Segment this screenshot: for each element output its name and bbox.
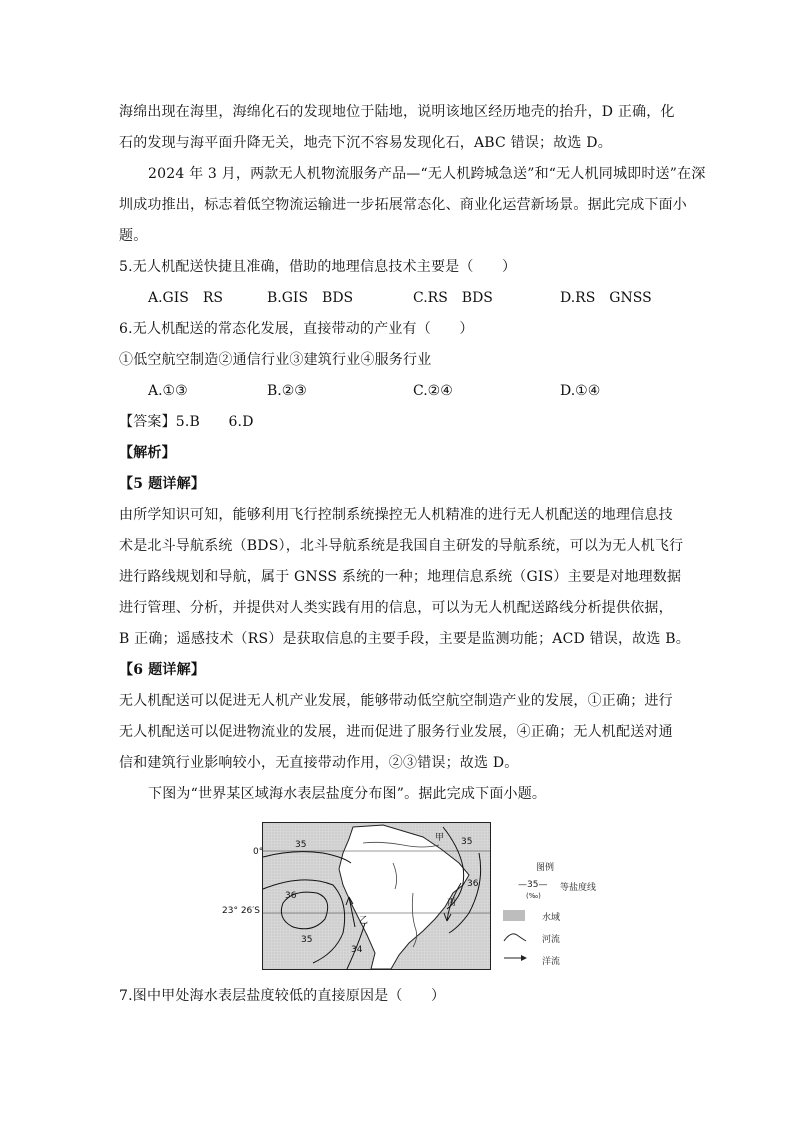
paragraph-line: 无人机配送可以促进无人机产业发展，能够带动低空航空制造产业的发展，①正确；进行 [119,693,673,709]
legend-title: 图例 [536,863,555,873]
isohaline-label: 35 [461,837,473,847]
isohaline-label: 34 [351,945,363,955]
paragraph-line: 由所学知识可知，能够利用飞行控制系统操控无人机精准的进行无人机配送的地理信息技 [119,507,673,523]
paragraph-line: 无人机配送可以促进物流业的发展，进而促进了服务行业发展，④正确；无人机配送对通 [119,724,673,740]
paragraph-line: 题。 [119,228,148,244]
question-6-items: ①低空航空制造②通信行业③建筑行业④服务行业 [119,352,432,368]
question-6-option-b: B.②③ [267,383,307,399]
isohaline-label: 36 [285,891,297,901]
legend-water-text: 水域 [542,913,561,923]
salinity-map [253,822,491,970]
answer-line: 【答案】5.B 6.D [119,414,254,430]
legend-current-icon [503,953,529,963]
analysis-heading: 【解析】 [119,445,176,461]
legend-current-text: 洋流 [542,957,561,967]
question-5-stem: 5.无人机配送快捷且准确，借助的地理信息技术主要是（ ） [119,259,517,275]
place-label-jia: 甲 [435,833,445,843]
paragraph-line: 进行路线规划和导航，属于 GNSS 系统的一种；地理信息系统（GIS）主要是对地理数据 [119,569,682,585]
legend-river-icon [503,929,527,943]
place-label-yi: 乙 [359,916,369,926]
question-6-option-d: D.①④ [560,383,601,399]
paragraph-line: 圳成功推出，标志着低空物流运输进一步拓展常态化、商业化运营新场景。据此完成下面小 [119,197,687,213]
latitude-label-equator: 0° [253,847,264,857]
paragraph-line: 2024 年 3 月，两款无人机物流服务产品—“无人机跨城急送”和“无人机同城即时送”在深 [148,166,706,182]
question-6-option-a: A.①③ [148,383,188,399]
isohaline-label: 35 [295,840,307,850]
paragraph-line: 石的发现与海平面升降无关，地壳下沉不容易发现化石，ABC 错误；故选 D。 [119,135,612,151]
question-5-option-a: A.GIS RS [148,290,223,306]
legend-isoline-unit: (‰) [526,892,541,900]
legend-river-text: 河流 [542,935,561,945]
paragraph-line: B 正确；遥感技术（RS）是获取信息的主要手段，主要是监测功能；ACD 错误，故选 B。 [119,631,690,647]
question-5-detail-heading: 【5 题详解】 [119,476,206,492]
isohaline-label: 36 [467,879,479,889]
question-6-stem: 6.无人机配送的常态化发展，直接带动的产业有（ ） [119,321,474,337]
question-7-stem: 7.图中甲处海水表层盐度较低的直接原因是（ ） [119,988,446,1004]
question-6-detail-heading: 【6 题详解】 [119,662,206,678]
paragraph-line: 术是北斗导航系统（BDS），北斗导航系统是我国自主研发的导航系统，可以为无人机飞行 [119,538,684,554]
legend-water-swatch [503,910,525,921]
question-6-option-c: C.②④ [413,383,453,399]
latitude-label-tropic: 23° 26′S [222,906,261,916]
place-label-bing: 丙 [447,898,457,908]
question-5-option-d: D.RS GNSS [560,290,652,306]
question-5-option-b: B.GIS BDS [267,290,354,306]
map-intro: 下图为“世界某区域海水表层盐度分布图”。据此完成下面小题。 [148,786,547,802]
question-5-option-c: C.RS BDS [413,290,493,306]
paragraph-line: 海绵出现在海里，海绵化石的发现地位于陆地，说明该地区经历地壳的抬升，D 正确，化 [119,104,675,120]
paragraph-line: 进行管理、分析，并提供对人类实践有用的信息，可以为无人机配送路线分析提供依据， [119,600,673,616]
isohaline-label: 35 [301,935,313,945]
paragraph-line: 信和建筑行业影响较小，无直接带动作用，②③错误；故选 D。 [119,755,519,771]
legend-isoline-symbol: —35— [518,880,548,890]
legend-isoline-value: 35 [527,880,539,890]
legend-isoline-text: 等盐度线 [560,883,597,893]
